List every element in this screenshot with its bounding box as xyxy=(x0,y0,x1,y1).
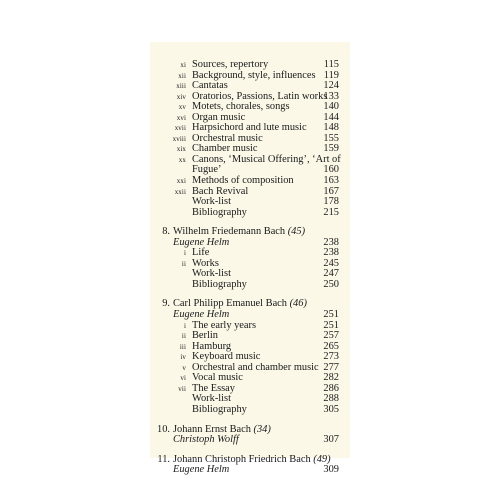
section-numeral: xvi xyxy=(176,113,186,122)
page-number: 305 xyxy=(323,403,339,415)
section-title: Hamburg xyxy=(192,340,232,352)
section-numeral: xiv xyxy=(176,92,186,101)
page-number: 307 xyxy=(323,434,339,446)
page-number: 215 xyxy=(323,206,339,218)
section-numeral: i xyxy=(183,249,186,258)
section-title: Work-list xyxy=(192,196,231,208)
section-numeral: xi xyxy=(180,61,186,69)
section-title: Berlin xyxy=(192,330,218,342)
section-numeral: vi xyxy=(180,374,186,383)
section-numeral: ii xyxy=(181,332,186,341)
section-numeral: xvii xyxy=(174,124,186,133)
toc-row xyxy=(150,280,350,291)
section-numeral: iv xyxy=(180,353,186,362)
page-number: 163 xyxy=(323,175,339,187)
entry-author xyxy=(150,310,350,321)
section-title: Vocal music xyxy=(192,372,243,384)
entry-number: 8. xyxy=(162,226,170,238)
section-numeral: ii xyxy=(181,259,186,268)
toc-row xyxy=(150,331,350,342)
toc-row xyxy=(150,363,350,374)
page-number: 250 xyxy=(323,278,339,290)
section-title: The Essay xyxy=(192,382,235,394)
book-page xyxy=(150,42,350,476)
toc-row xyxy=(150,384,350,395)
toc-row xyxy=(150,321,350,332)
entry-tag: (34) xyxy=(253,423,271,435)
section-title: Fugue’ xyxy=(192,164,222,176)
toc-row xyxy=(150,248,350,259)
section-title: Work-list xyxy=(192,393,231,405)
page-number: 167 xyxy=(323,185,339,197)
entry-tag: (49) xyxy=(313,453,331,465)
section-title: Bibliography xyxy=(192,403,247,415)
section-title: Bach Revival xyxy=(192,185,249,197)
section-numeral: i xyxy=(183,321,186,330)
page-number: 160 xyxy=(323,164,339,176)
toc-row xyxy=(150,187,350,198)
section-title: Oratorios, Passions, Latin works xyxy=(192,90,328,102)
entry-author xyxy=(150,238,350,249)
section-title: Work-list xyxy=(192,268,231,280)
section-title: Motets, chorales, songs xyxy=(192,101,290,113)
page-number: 119 xyxy=(323,69,339,81)
page-number: 155 xyxy=(323,132,339,144)
page-number: 247 xyxy=(323,268,339,280)
entry-author xyxy=(150,435,350,446)
toc-row xyxy=(150,71,350,82)
page-number: 140 xyxy=(323,101,339,113)
section-title: Orchestral music xyxy=(192,132,263,144)
page-number: 159 xyxy=(323,143,339,155)
section-title: Sources, repertory xyxy=(192,59,269,70)
section-numeral: iii xyxy=(179,342,186,351)
page-number: 124 xyxy=(323,80,339,92)
page-number: 245 xyxy=(323,257,339,269)
page-number: 178 xyxy=(323,196,339,208)
composer-name: Carl Philipp Emanuel Bach xyxy=(173,298,290,310)
section-title: Works xyxy=(192,257,219,269)
section-title: Canons, ‘Musical Offering’, ‘Art of xyxy=(192,153,341,165)
section-numeral: xii xyxy=(178,71,186,80)
author-name: Eugene Helm xyxy=(173,309,230,321)
section-title: Organ music xyxy=(192,111,246,123)
page-number: 286 xyxy=(323,382,339,394)
section-title: Harpsichord and lute music xyxy=(192,122,307,134)
section-title: Keyboard music xyxy=(192,351,261,363)
page-number: 273 xyxy=(323,351,339,363)
page-number: 251 xyxy=(323,309,339,321)
page-number: 115 xyxy=(323,59,339,70)
page-number: 148 xyxy=(323,122,339,134)
section-numeral: xiii xyxy=(176,82,186,91)
toc-row xyxy=(150,155,350,166)
page-number: 282 xyxy=(323,372,339,384)
entry-number: 9. xyxy=(162,298,170,310)
entry-number: 11. xyxy=(157,453,170,465)
author-name: Eugene Helm xyxy=(173,236,230,248)
composer-name: Wilhelm Friedemann Bach xyxy=(173,226,288,238)
page-number: 277 xyxy=(323,361,339,373)
section-numeral: xxi xyxy=(176,177,186,186)
toc-row xyxy=(150,405,350,416)
section-title: Life xyxy=(192,247,210,259)
composer-name: Johann Christoph Friedrich Bach xyxy=(173,453,314,465)
page-number: 238 xyxy=(323,247,339,259)
composer-name: Johann Ernst Bach xyxy=(173,423,254,435)
page-number: 133 xyxy=(323,90,339,102)
section-numeral: xix xyxy=(176,145,186,154)
section-numeral: xviii xyxy=(172,134,186,143)
section-numeral: vii xyxy=(178,384,186,393)
section-title: Background, style, influences xyxy=(192,69,316,81)
section-title: Cantatas xyxy=(192,80,228,92)
toc-row xyxy=(150,208,350,219)
page-number: 257 xyxy=(323,330,339,342)
author-name: Eugene Helm xyxy=(173,464,230,476)
section-title: Bibliography xyxy=(192,206,247,218)
section-title: Bibliography xyxy=(192,278,247,290)
toc-row xyxy=(150,102,350,113)
table-of-contents xyxy=(150,60,350,476)
page-number: 251 xyxy=(323,319,339,331)
page-number: 144 xyxy=(323,111,339,123)
toc-row xyxy=(150,269,350,280)
toc-row xyxy=(150,197,350,208)
page-number: 288 xyxy=(323,393,339,405)
toc-row xyxy=(150,259,350,270)
entry-tag: (46) xyxy=(289,298,307,310)
entry-author xyxy=(150,465,350,476)
section-title: Orchestral and chamber music xyxy=(192,361,319,373)
page-number: 309 xyxy=(323,464,339,476)
section-title: The early years xyxy=(192,319,257,331)
section-numeral: xxii xyxy=(174,187,186,196)
page-number: 238 xyxy=(323,236,339,248)
section-numeral: xx xyxy=(178,155,186,164)
toc-row xyxy=(150,394,350,405)
author-name: Christoph Wolff xyxy=(173,434,239,446)
section-title: Methods of composition xyxy=(192,175,294,187)
section-numeral: v xyxy=(182,363,186,372)
section-numeral: xv xyxy=(178,103,186,112)
toc-row xyxy=(150,373,350,384)
entry-number: 10. xyxy=(157,423,170,435)
toc-row xyxy=(150,60,350,71)
toc-row xyxy=(150,176,350,187)
entry-tag: (45) xyxy=(287,226,306,238)
section-title: Chamber music xyxy=(192,143,258,155)
page-number: 265 xyxy=(323,340,339,352)
